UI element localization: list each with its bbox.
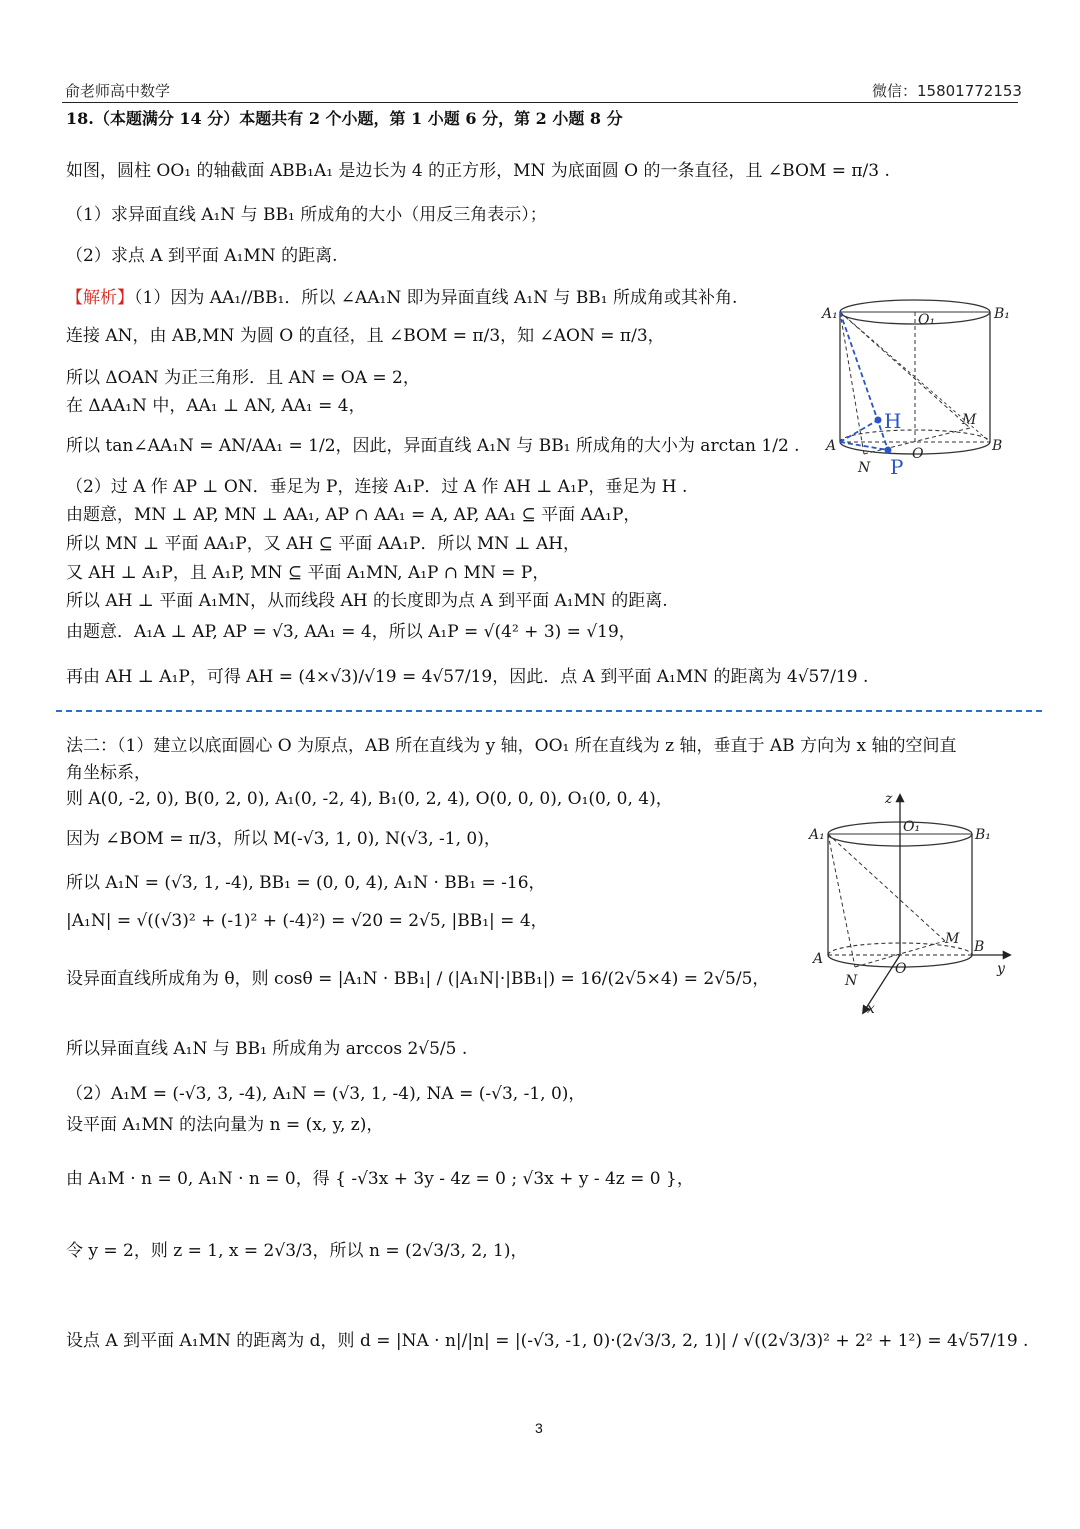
solution2-line-9: 设平面 A₁MN 的法向量为 n = (x, y, z)， xyxy=(66,1115,384,1135)
problem-title: 18.（本题满分 14 分）本题共有 2 个小题，第 1 小题 6 分，第 2 小题 8 分 xyxy=(66,109,623,128)
header-left: 俞老师高中数学 xyxy=(65,82,171,100)
solution1-line-4: 所以 tan∠AA₁N = AN/AA₁ = 1/2，因此，异面直线 A₁N 与 BB₁ 所成角的大小为 arctan 1/2 . xyxy=(66,436,800,456)
solution1-line-9: 所以 AH ⊥ 平面 A₁MN，从而线段 AH 的长度即为点 A 到平面 A₁MN 的距离. xyxy=(66,591,668,611)
analysis-tag: 【解析】 xyxy=(66,288,134,308)
label-M: M xyxy=(962,412,977,428)
solution1-line-8: 又 AH ⊥ A₁P，且 A₁P, MN ⊆ 平面 A₁MN, A₁P ∩ MN = P， xyxy=(66,563,550,583)
label2-B: B xyxy=(974,939,985,955)
solution2-line-3: 因为 ∠BOM = π/3，所以 M(-√3, 1, 0), N(√3, -1, 0)， xyxy=(66,829,501,849)
cylinder-figure-1 xyxy=(820,292,1020,482)
label-H: H xyxy=(884,409,902,433)
solution2-line-0: 法二：（1）建立以底面圆心 O 为原点，AB 所在直线为 y 轴，OO₁ 所在直线为 z 轴，垂直于 AB 方向为 x 轴的空间直 xyxy=(66,736,957,756)
label2-B1: B₁ xyxy=(975,827,991,843)
label-A1: A₁ xyxy=(822,306,838,322)
solution1-line-7: 所以 MN ⊥ 平面 AA₁P，又 AH ⊆ 平面 AA₁P．所以 MN ⊥ AH， xyxy=(66,534,581,554)
question-1: （1）求异面直线 A₁N 与 BB₁ 所成角的大小（用反三角表示）； xyxy=(66,205,547,225)
solution1-line-0: 【解析】（1）因为 AA₁//BB₁．所以 ∠AA₁N 即为异面直线 A₁N 与 BB₁ 所成角或其补角. xyxy=(66,288,738,308)
solution1-line-11: 再由 AH ⊥ A₁P，可得 AH = (4×√3)/√19 = 4√57/19，因此．点 A 到平面 A₁MN 的距离为 4√57/19 . xyxy=(66,667,869,687)
label-O1: O₁ xyxy=(918,312,936,328)
label-B: B xyxy=(992,438,1003,454)
label2-A: A xyxy=(813,951,824,967)
solution2-line-8: （2）A₁M = (-√3, 3, -4), A₁N = (√3, 1, -4), NA = (-√3, -1, 0)， xyxy=(66,1084,586,1104)
label2-A1: A₁ xyxy=(809,827,825,843)
solution2-line-5: |A₁N| = √((√3)² + (-1)² + (-4)²) = √20 = 2√5, |BB₁| = 4， xyxy=(66,911,548,931)
solution2-line-12: 设点 A 到平面 A₁MN 的距离为 d，则 d = |NA · n|/|n| = |(-√3, -1, 0)·(2√3/3, 2, 1)| / √((2√3/3)² + 2² + 1²) = 4√57/19 . xyxy=(66,1331,1029,1351)
solution2-line-11: 令 y = 2，则 z = 1, x = 2√3/3，所以 n = (2√3/3, 2, 1)， xyxy=(66,1241,528,1261)
label-A: A xyxy=(826,438,837,454)
solution1-line-10: 由题意．A₁A ⊥ AP, AP = √3, AA₁ = 4，所以 A₁P = √(4² + 3) = √19， xyxy=(66,622,636,642)
solution2-line-7: 所以异面直线 A₁N 与 BB₁ 所成角为 arccos 2√5/5 . xyxy=(66,1039,468,1059)
solution1-line-3: 在 ΔAA₁N 中，AA₁ ⊥ AN, AA₁ = 4， xyxy=(66,396,366,416)
label2-M: M xyxy=(945,931,960,947)
header-right: 微信：15801772153 xyxy=(872,82,1022,100)
solution1-line-1: 连接 AN，由 AB,MN 为圆 O 的直径，且 ∠BOM = π/3，知 ∠AON = π/3， xyxy=(66,326,665,346)
page-number: 3 xyxy=(535,1420,543,1436)
solution2-line-2: 则 A(0, -2, 0), B(0, 2, 0), A₁(0, -2, 4), B₁(0, 2, 4), O(0, 0, 0), O₁(0, 0, 4)， xyxy=(66,789,673,809)
cylinder-figure-2 xyxy=(805,785,1020,1015)
label-P: P xyxy=(890,455,904,479)
solution1-line-6: 由题意，MN ⊥ AP, MN ⊥ AA₁, AP ∩ AA₁ = A, AP, AA₁ ⊆ 平面 AA₁P， xyxy=(66,505,641,525)
solution2-line-6: 设异面直线所成角为 θ，则 cosθ = |A₁N · BB₁| / (|A₁N|·|BB₁|) = 16/(2√5×4) = 2√5/5， xyxy=(66,969,770,989)
solution2-line-10: 由 A₁M · n = 0, A₁N · n = 0，得 { -√3x + 3y - 4z = 0 ; √3x + y - 4z = 0 }， xyxy=(66,1169,694,1189)
solution1-line-2: 所以 ΔOAN 为正三角形．且 AN = OA = 2， xyxy=(66,368,420,388)
label2-z: z xyxy=(885,791,893,807)
header-rule xyxy=(62,102,1018,103)
problem-stem: 如图，圆柱 OO₁ 的轴截面 ABB₁A₁ 是边长为 4 的正方形，MN 为底面圆 O 的一条直径，且 ∠BOM = π/3 . xyxy=(66,161,890,181)
solution2-line-1: 角坐标系， xyxy=(66,763,151,783)
section-divider xyxy=(56,710,1042,712)
label-B1: B₁ xyxy=(994,306,1010,322)
label2-O: O xyxy=(895,961,907,977)
label2-y: y xyxy=(997,961,1005,977)
solution1-line-5: （2）过 A 作 AP ⊥ ON．垂足为 P，连接 A₁P．过 A 作 AH ⊥ A₁P，垂足为 H . xyxy=(66,477,688,497)
label-O: O xyxy=(912,446,924,462)
label2-x: x xyxy=(867,1001,875,1015)
label-N: N xyxy=(858,460,871,476)
label2-N: N xyxy=(845,973,858,989)
label2-O1: O₁ xyxy=(903,819,921,835)
solution2-line-4: 所以 A₁N = (√3, 1, -4), BB₁ = (0, 0, 4), A₁N · BB₁ = -16， xyxy=(66,873,546,893)
question-2: （2）求点 A 到平面 A₁MN 的距离. xyxy=(66,246,338,266)
